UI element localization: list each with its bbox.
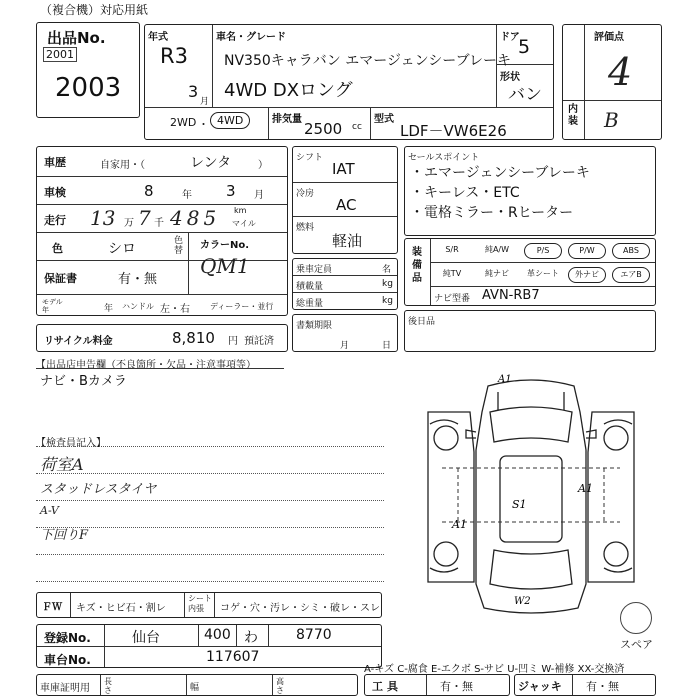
mileage-km-unit: km [234,206,247,215]
height-label: 高さ [276,677,284,695]
spare-tire-icon [620,602,652,634]
equip-leather-seat: 革シート [527,269,559,278]
shape-label: 形状 [500,72,520,83]
inspector-note-2: スタッドレスタイヤ [40,482,157,497]
warranty-label: 保証書 [44,272,77,285]
color-no-value: QM1 [200,254,250,278]
mark-roof: S1 [512,498,527,511]
inspection-year-unit: 年 [182,190,192,201]
model-year-label: モデル年 [42,298,63,314]
lot-number: 2003 [55,73,122,103]
load-unit: kg [382,279,393,289]
gross-unit: kg [382,296,393,306]
lot-number-box [36,22,140,118]
inspection-month-unit: 月 [254,190,264,201]
history-value: レンタ [190,155,232,171]
registration-kana: わ [244,630,258,646]
model-code: LDF－VW6E26 [400,122,507,140]
equip-sunroof: S/R [445,245,459,254]
year-era: R3 [160,44,188,68]
jack-value: 有・無 [586,680,619,693]
chassis-number: 117607 [206,649,260,665]
shift-label: シフト [296,153,324,163]
load-label: 積載量 [296,282,324,292]
ac-label: 冷房 [296,189,315,199]
doors-label: ドア [500,32,520,43]
lot-stamp: 2001 [43,47,77,62]
inspection-month: 3 [226,182,236,200]
mileage-sen-unit: 千 [154,218,164,229]
color-label: 色 [52,242,63,255]
model-name: NV350キャラバン エマージェンシーブレーキ [224,53,512,69]
registration-place: 仙台 [132,630,160,646]
recycle-note: 預託済 [244,336,274,347]
seller-note: ナビ・Bカメラ [40,374,127,389]
color-change-label: 色替 [174,236,184,256]
inspector-note-1: 荷室A [40,455,84,474]
tools-label: 工具 [372,680,402,693]
drive-separator: ・ [198,118,209,131]
displacement-unit: cc [352,122,362,132]
spare-label: スペア [620,638,653,651]
fw-items: キズ・ヒビ石・割レ [76,603,166,614]
displacement-label: 排気量 [272,114,302,125]
score-label: 評価点 [594,32,624,43]
model-code-label: 型式 [374,114,394,125]
capacity-unit: 名 [382,265,392,275]
length-label: 長さ [104,677,112,695]
ac-value: AC [336,196,357,214]
color-no-label: カラーNo. [200,240,250,251]
fuel-label: 燃料 [296,223,315,233]
interior-value: B [604,108,619,132]
sales-points-label: セールスポイント [408,153,480,163]
equip-power-window-circled: P/W [568,243,606,259]
drive-2wd: 2WD [170,116,197,129]
lot-number-label: 出品No. [47,29,106,47]
width-label: 幅 [190,683,200,693]
inspection-label: 車検 [44,186,66,199]
mark-front: A1 [498,374,512,385]
grade: 4WD DXロング [224,80,353,101]
handle-value: 左・右 [160,304,190,315]
inspector-notes-label: 【検査員記入】 [36,438,106,449]
nav-model-value: AVN-RB7 [482,288,540,303]
recycle-value: 8,810 [172,329,215,347]
fuel-value: 軽油 [332,232,363,250]
name-grade-label: 車名・グレード [216,32,286,43]
after-items-label: 後日品 [408,317,436,327]
shape-value: バン [508,85,542,105]
registration-class: 400 [204,627,231,643]
fw-label: ＦＷ [42,602,62,613]
mark-left-side: A1 [452,518,467,531]
mark-right-side: A1 [578,482,593,495]
capacity-label: 乗車定員 [296,265,333,275]
after-items-box [404,310,656,352]
drive-4wd-circled: 4WD [210,112,250,129]
car-diagram [418,372,644,620]
score-value: 4 [608,50,633,94]
registration-label: 登録No. [44,631,91,645]
history-options: 自家用・（ [100,160,145,171]
mileage-sen: 7 [138,206,151,230]
recycle-unit: 円 [228,336,238,347]
history-close: ） [258,160,268,171]
deadline-month-unit: 月 [340,341,350,351]
displacement-value: 2500 [304,120,343,138]
month-unit: 月 [200,97,210,107]
chassis-label: 車台No. [44,653,91,667]
gross-label: 総重量 [296,299,324,309]
equip-genuine-nav: 純ナビ [485,269,509,278]
warranty-value: 有・無 [118,272,158,287]
equip-airbag-circled: エアB [612,267,650,283]
inspection-year: 8 [144,182,154,200]
doors-value: 5 [518,36,531,58]
interior-label: 内装 [568,104,578,127]
damage-code-legend: A-キズ C-腐食 E-エクボ S-サビ U-凹ミ W-補修 XX-交換済 [364,664,625,675]
year-label: 年式 [148,32,168,43]
mark-rear: W2 [514,596,531,607]
jack-label: ジャッキ [518,680,562,693]
history-details-box [36,146,288,316]
year-month: 3 [188,82,199,101]
seat-items: コゲ・穴・汚レ・シミ・破レ・スレ [220,603,380,614]
registration-number: 8770 [296,627,332,643]
deadline-label: 書類期限 [296,321,333,331]
sales-point-3: ・電格ミラー・Rヒーター [410,205,574,221]
mileage-man-unit: 万 [124,218,134,229]
mileage-man: 13 [90,206,116,230]
equip-tv: 純TV [442,269,462,278]
dealer-label: ディーラー・並行 [210,302,274,311]
equipment-label: 装備品 [412,247,422,284]
handle-label: ハンドル [122,302,154,311]
form-type-label: （複合機）対応用紙 [40,3,149,17]
seat-label: シート内張 [188,594,212,613]
deadline-day-unit: 日 [382,341,392,351]
model-year-unit: 年 [104,304,114,314]
mileage-mile-unit: マイル [232,219,256,228]
sales-point-2: ・キーレス・ETC [410,185,520,201]
mileage-label: 走行 [44,214,66,227]
inspector-note-3: A-V [40,504,59,517]
equip-abs-circled: ABS [612,243,650,259]
equip-aftermarket-nav-circled: 外ナビ [568,267,606,283]
color-value: シロ [108,241,136,257]
garage-cert-label: 車庫証明用 [40,683,90,694]
nav-model-label: ナビ型番 [434,294,471,304]
inspector-note-4: 下回りF [40,528,89,543]
equip-power-steering-circled: P/S [524,243,562,259]
recycle-label: リサイクル料金 [44,336,113,347]
tools-value: 有・無 [440,680,473,693]
sales-point-1: ・エマージェンシーブレーキ [410,165,590,181]
mileage-rest: 485 [170,206,221,230]
equip-alloy-wheel: 純A/W [484,245,510,254]
history-label: 車歴 [44,156,66,169]
seller-notes-label: 【出品店申告欄（不良箇所・欠品・注意事項等） [36,360,256,371]
shift-value: IAT [332,160,355,178]
